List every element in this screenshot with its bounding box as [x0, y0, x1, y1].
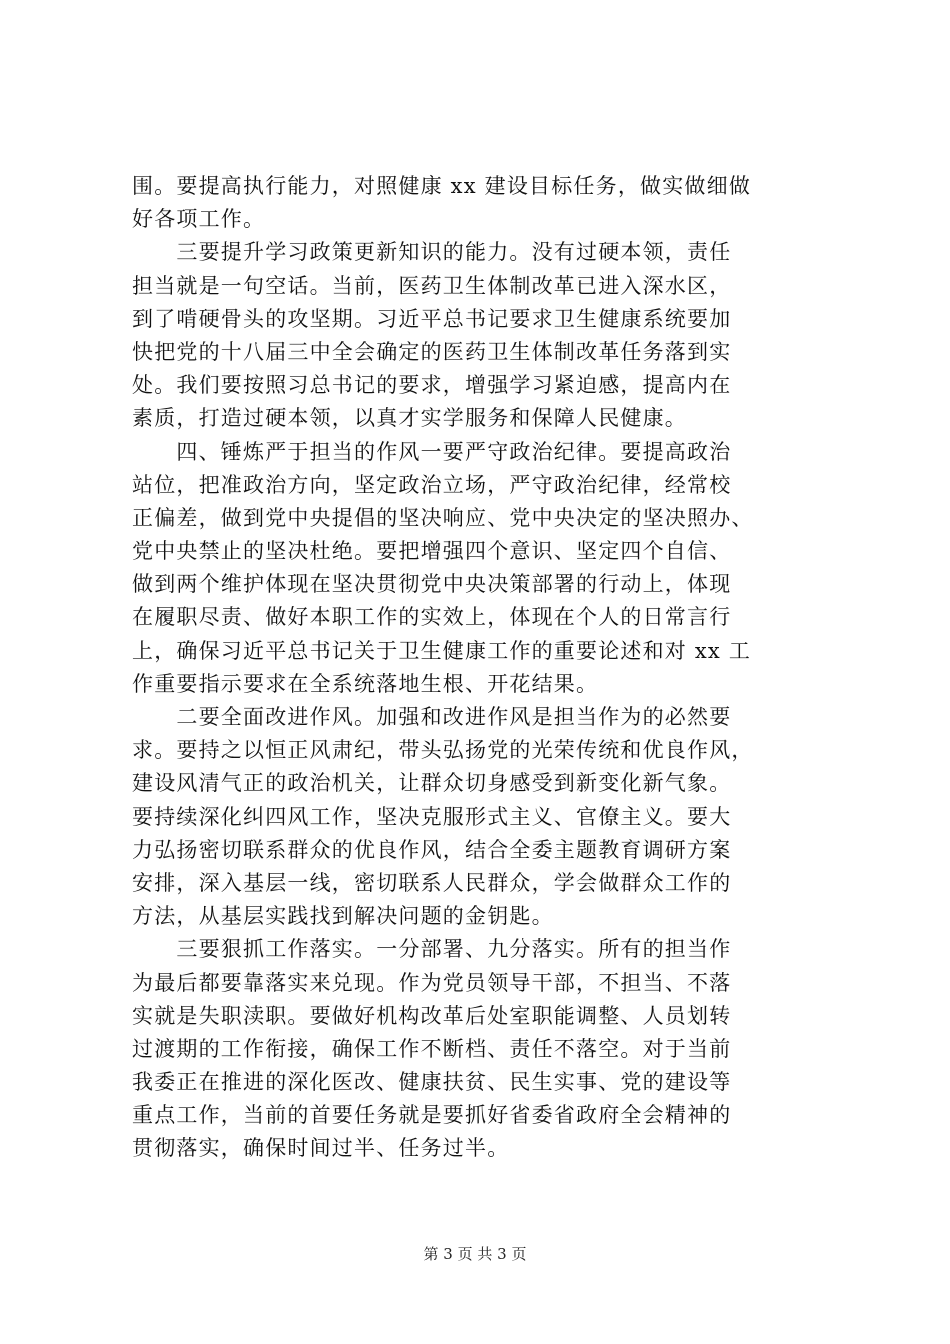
text-line: 在履职尽责、做好本职工作的实效上，体现在个人的日常言行 — [132, 605, 732, 630]
document-body — [132, 170, 822, 1166]
text-line: 好各项工作。 — [132, 207, 266, 232]
text-line: 做到两个维护体现在坚决贯彻党中央决策部署的行动上，体现 — [132, 572, 732, 597]
text-line: 担当就是一句空话。当前，医药卫生体制改革已进入深水区， — [132, 273, 732, 298]
text-line: 站位，把准政治方向，坚定政治立场，严守政治纪律，经常校 — [132, 472, 732, 497]
text-line: 党中央禁止的坚决杜绝。要把增强四个意识、坚定四个自信、 — [132, 539, 732, 564]
text-line: 为最后都要靠落实来兑现。作为党员领导干部，不担当、不落 — [132, 970, 732, 995]
text-line: 作重要指示要求在全系统落地生根、开花结果。 — [132, 671, 599, 696]
text-line: 要持续深化纠四风工作，坚决克服形式主义、官僚主义。要大 — [132, 804, 732, 829]
text-line: 上，确保习近平总书记关于卫生健康工作的重要论述和对 xx 工 — [132, 638, 752, 663]
text-line: 我委正在推进的深化医改、健康扶贫、民生实事、党的建设等 — [132, 1070, 732, 1095]
text-line: 安排，深入基层一线，密切联系人民群众，学会做群众工作的 — [132, 870, 732, 895]
page-number-footer: 第 3 页 共 3 页 — [423, 1245, 527, 1263]
text-line: 建设风清气正的政治机关，让群众切身感受到新变化新气象。 — [132, 771, 732, 796]
text-line: 到了啃硬骨头的攻坚期。习近平总书记要求卫生健康系统要加 — [132, 306, 732, 331]
text-line: 二要全面改进作风。加强和改进作风是担当作为的必然要 — [132, 705, 732, 729]
text-line: 快把党的十八届三中全会确定的医药卫生体制改革任务落到实 — [132, 339, 732, 364]
text-line: 实就是失职渎职。要做好机构改革后处室职能调整、人员划转 — [132, 1003, 732, 1028]
text-line: 重点工作，当前的首要任务就是要抓好省委省政府全会精神的 — [132, 1103, 732, 1128]
text-line: 力弘扬密切联系群众的优良作风，结合全委主题教育调研方案 — [132, 837, 732, 862]
text-line: 三要狠抓工作落实。一分部署、九分落实。所有的担当作 — [132, 937, 732, 962]
text-line: 素质，打造过硬本领，以真才实学服务和保障人民健康。 — [132, 406, 687, 431]
text-line: 过渡期的工作衔接，确保工作不断档、责任不落空。对于当前 — [132, 1036, 732, 1061]
text-line: 四、锤炼严于担当的作风一要严守政治纪律。要提高政治 — [132, 439, 732, 464]
text-line: 求。要持之以恒正风肃纪，带头弘扬党的光荣传统和优良作风， — [132, 738, 754, 763]
text-line: 围。要提高执行能力，对照健康 xx 建设目标任务，做实做细做 — [132, 174, 752, 198]
text-line: 贯彻落实，确保时间过半、任务过半。 — [132, 1136, 510, 1161]
text-line: 三要提升学习政策更新知识的能力。没有过硬本领，责任 — [132, 240, 732, 265]
text-line: 处。我们要按照习总书记的要求，增强学习紧迫感，提高内在 — [132, 373, 732, 398]
text-line: 方法，从基层实践找到解决问题的金钥匙。 — [132, 904, 554, 929]
text-line: 正偏差，做到党中央提倡的坚决响应、党中央决定的坚决照办、 — [132, 505, 754, 530]
